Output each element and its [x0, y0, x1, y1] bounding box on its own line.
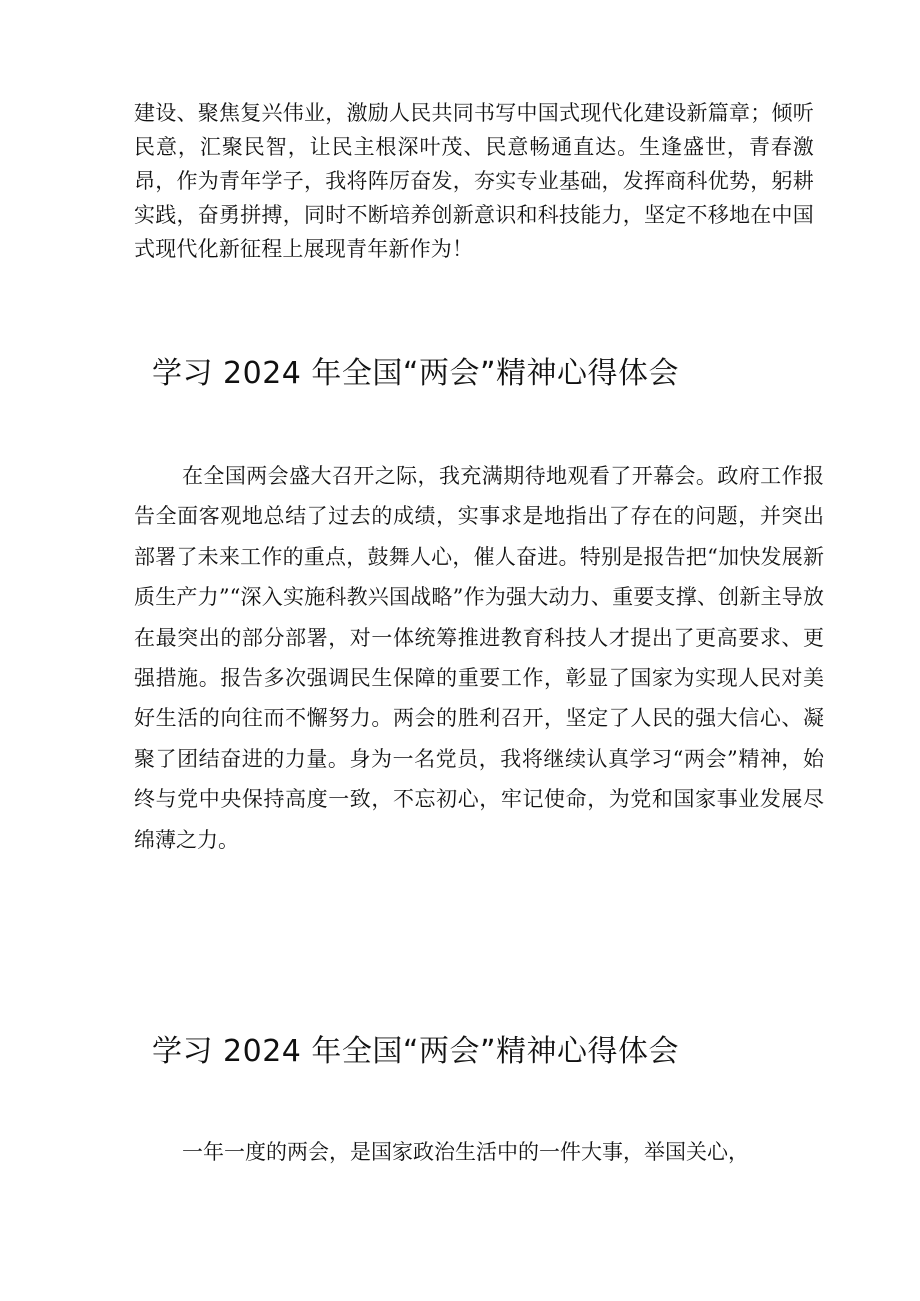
section-paragraph: 一年一度的两会，是国家政治生活中的一件大事，举国关心，	[182, 1140, 749, 1164]
section-title: 学习 2024 年全国“两会”精神心得体会	[152, 356, 680, 391]
section-title: 学习 2024 年全国“两会”精神心得体会	[152, 1034, 680, 1069]
section-paragraph: 在全国两会盛大召开之际，我充满期待地观看了开幕会。政府工作报告全面客观地总结了过去的成绩，实事求是地指出了存在的问题，并突出部署了未来工作的重点，鼓舞人心，催人奋进。特别是报告把“加快发展新质生产力”“深入实施科教兴国战略”作为强大动力、重要支撑、创新主导放在最突出的部分部署，对一体统筹推进教育科技人才提出了更高要求、更强措施。报告多次强调民生保障的重要工作，彰显了国家为实现人民对美好生活的向往而不懈努力。两会的胜利召开，坚定了人民的强大信心、凝聚了团结奋进的力量。身为一名党员，我将继续认真学习“两会”精神，始终与党中央保持高度一致，不忘初心，牢记使命，为党和国家事业发展尽绵薄之力。	[134, 464, 824, 852]
intro-paragraph: 建设、聚焦复兴伟业，激励人民共同书写中国式现代化建设新篇章；倾听民意，汇聚民智，让民主根深叶茂、民意畅通直达。生逢盛世，青春激昂，作为青年学子，我将阵厉奋发，夯实专业基础，发挥商科优势，躬耕实践，奋勇拼搏，同时不断培养创新意识和科技能力，坚定不移地在中国式现代化新征程上展现青年新作为！	[134, 101, 814, 261]
